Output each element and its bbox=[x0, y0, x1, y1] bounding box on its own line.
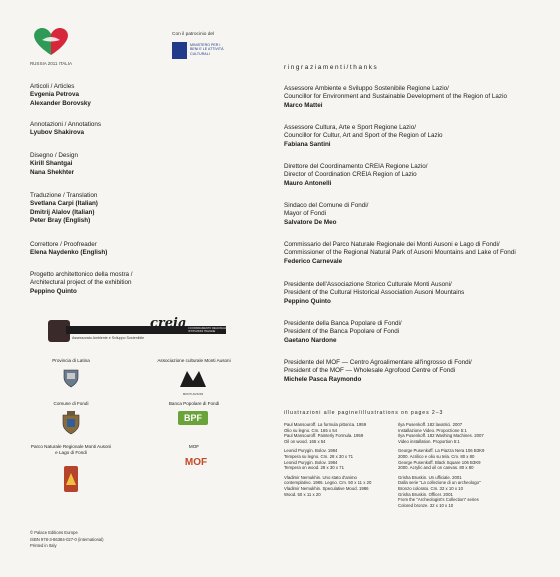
latina-caption: Provincia di Latina bbox=[52, 358, 90, 363]
thanks-name: Fabiana Santini bbox=[284, 140, 331, 148]
credit-name: Evgenia Petrova bbox=[30, 91, 79, 99]
caption-line: Oil on wood. 165 x 54 bbox=[284, 438, 326, 444]
thanks-name: Marco Mattei bbox=[284, 101, 323, 109]
thanks-entry bbox=[284, 281, 464, 306]
sponsor-banner bbox=[48, 316, 244, 344]
caption-line: contemplativo. 1986. Legno. Cm. 50 x 11 x 20 bbox=[284, 480, 372, 486]
credit-role: Traduzione / Translation bbox=[30, 192, 98, 199]
ausoni-small-text: MONTI AUSONI bbox=[182, 392, 204, 396]
thanks-entry bbox=[284, 241, 516, 266]
ministry-logo bbox=[172, 42, 232, 62]
caption-line: Paul Mansouroff. Painterly Formula. 1959 bbox=[284, 433, 364, 439]
credit-architecture bbox=[30, 271, 133, 296]
illustrations-left-column bbox=[284, 422, 371, 497]
credit-proofreader bbox=[30, 241, 107, 258]
printed-in: Printed in Italy bbox=[30, 542, 57, 548]
caption-line: 2000. Acrilico e olio su tela. Cm. 80 x 80 bbox=[398, 453, 475, 459]
caption-line: Tempera su legno. Cm. 28 x 30 x 71 bbox=[284, 453, 354, 459]
thanks-line: Direttore del Coordinamento CREIA Regione Lazio/ bbox=[284, 163, 428, 170]
thanks-line: President of the Banca Popolare of Fondi bbox=[284, 328, 400, 336]
thanks-line: Assessore Ambiente e Sviluppo Sostenibile Regione Lazio/ bbox=[284, 85, 449, 92]
illustrations-right-column bbox=[398, 422, 484, 508]
credit-translation bbox=[30, 192, 98, 225]
caption-line: Leonid Purygin. Bolov. 1984 bbox=[284, 448, 338, 454]
thanks-name: Gaetano Nardone bbox=[284, 336, 337, 344]
thanks-heading: ringraziamenti/thanks bbox=[284, 64, 379, 71]
thanks-entry bbox=[284, 124, 443, 149]
park-caption-line: e Lago di Fondi bbox=[55, 450, 87, 455]
thanks-line: Commissario del Parco Naturale Regionale dei Monti Ausoni e Lago di Fondi/ bbox=[284, 241, 500, 248]
creia-logo-text: creia bbox=[150, 316, 187, 331]
thanks-line: Sindaco del Comune di Fondi/ bbox=[284, 202, 369, 209]
thanks-name: Federico Carnevale bbox=[284, 257, 343, 265]
caption-line: Colored bronze. 32 x 10 x 10 bbox=[398, 502, 454, 508]
credit-annotations bbox=[30, 121, 101, 138]
ausoni-logo bbox=[178, 368, 208, 394]
copyright: © Palace Editions Europe bbox=[30, 530, 78, 535]
caption-line: Dalla serie "La collezione di un archeologo" bbox=[398, 480, 481, 486]
park-caption bbox=[30, 444, 112, 456]
thanks-entry bbox=[284, 85, 507, 110]
park-emblem-icon bbox=[63, 465, 79, 493]
credit-name: Kirill Shantgai bbox=[30, 160, 73, 168]
banner-left-text: Assessorato Ambiente e Sviluppo Sostenibile bbox=[72, 336, 145, 340]
thanks-line: Assessore Cultura, Arte e Sport Regione Lazio/ bbox=[284, 124, 416, 131]
credit-name: Nana Shekhter bbox=[30, 168, 75, 176]
credit-name: Elena Naydenko (English) bbox=[30, 249, 108, 257]
thanks-line: Commissioner of the Regional Natural Park of Ausoni Mountains and Lake of Fondi bbox=[284, 249, 516, 257]
mof-caption: MOF bbox=[188, 444, 200, 449]
caption-line: Grisha Bruskin. Officer. 2001 bbox=[398, 491, 453, 497]
caption-line: Wood. 50 x 11 x 20 bbox=[284, 491, 321, 497]
thanks-name: Peppino Quinto bbox=[284, 297, 331, 305]
russia-italy-text: RUSSIA 2011 ITALIA bbox=[29, 61, 73, 66]
credit-role: Correttore / Proofreader bbox=[30, 241, 97, 248]
illustrations-heading: illustrazioni alle pagine/illustrations on pages 2–3 bbox=[284, 410, 444, 416]
caption-line: Olio su legno. Cm. 165 x 54 bbox=[284, 427, 338, 433]
ministry-emblem-icon bbox=[172, 42, 187, 59]
thanks-line: Mayor of Fondi bbox=[284, 210, 326, 218]
thanks-line: Councillor for Cultur, Art and Sport of the Region of Lazio bbox=[284, 132, 443, 140]
thanks-entry bbox=[284, 163, 428, 188]
caption-line: From the "Archeologist's Collection" series bbox=[398, 497, 479, 503]
thanks-line: Presidente del MOF — Centro Agroalimentare all'ingrosso di Fondi/ bbox=[284, 359, 472, 366]
credit-name: Alexander Borovsky bbox=[30, 99, 91, 107]
latina-crest-icon bbox=[62, 368, 80, 388]
fondi-crest-icon bbox=[61, 411, 81, 435]
caption-line: Ilya Pusenkoff. 182 lavatrici. 2007 bbox=[398, 422, 463, 427]
heart-icon bbox=[28, 26, 74, 56]
caption-line: Grisha Bruskin. Un ufficiale. 2001 bbox=[398, 474, 462, 480]
credit-name: Peter Bray (English) bbox=[30, 216, 91, 224]
thanks-entry bbox=[284, 202, 368, 227]
isbn: ISBN 978-3-86384-027-0 (international) bbox=[30, 537, 104, 543]
credit-name: Peppino Quinto bbox=[30, 287, 77, 295]
credit-role-line: Architectural project of the exhibition bbox=[30, 279, 132, 287]
thanks-name: Salvatore De Meo bbox=[284, 218, 337, 226]
caption-line: Ilya Pusenkoff. 182 Washing Machines. 2007 bbox=[398, 433, 484, 439]
credit-name: Dmitrij Alalov (Italian) bbox=[30, 208, 95, 216]
mof-logo: MOF bbox=[184, 457, 208, 468]
credit-design bbox=[30, 152, 78, 177]
ministry-text: MINISTERO PER I BENI E LE ATTIVITÀ CULTURALI bbox=[190, 43, 224, 56]
caption-line: Bronzo colorato. Cm. 32 x 10 x 10 bbox=[398, 485, 463, 491]
caption-line: George Pusenkoff. Black Square 106 B3K9 bbox=[398, 459, 481, 465]
ausoni-mountain-icon bbox=[178, 368, 208, 388]
patronage-label: Con il patrocinio del bbox=[172, 32, 215, 37]
caption-line: Installazione Video. Proporzione 5:1 bbox=[398, 427, 467, 433]
bpf-logo: BPF bbox=[178, 411, 208, 425]
russia-italy-logo bbox=[28, 26, 74, 66]
caption-line: Tempera on wood. 28 x 30 x 71 bbox=[284, 465, 344, 471]
creia-sub-text: COORDINAMENTO REGIONALE DELLE ISTITUZIONI ITALIANE bbox=[188, 327, 237, 334]
thanks-line: Presidente dell'Associazione Storico Culturale Monti Ausoni/ bbox=[284, 281, 452, 288]
caption-line: Video installation. Proportion 5:1 bbox=[398, 438, 460, 444]
park-caption-line: Parco Naturale Regionale Monti Ausoni bbox=[30, 444, 112, 449]
caption-line: 2000. Acrylic and oil on canvas. 80 x 80 bbox=[398, 465, 474, 471]
thanks-name: Michele Pasca Raymondo bbox=[284, 375, 362, 383]
credit-name: Lyubov Shakirova bbox=[30, 129, 85, 137]
credit-role: Articoli / Articles bbox=[30, 83, 75, 90]
caption-line: George Pusenkoff. La Piazza Nera 106 B3K9 bbox=[398, 448, 485, 454]
thanks-line: Councillor for Environment and Sustainable Development of the Region of Lazio bbox=[284, 93, 507, 101]
thanks-entry bbox=[284, 359, 472, 384]
caption-line: Vladimir Nemukhin. Speculative Mood. 1986 bbox=[284, 485, 369, 491]
credit-role-line: Progetto architettonico della mostra / bbox=[30, 271, 133, 278]
imprint bbox=[30, 530, 104, 548]
caption-line: Vladimir Nemukhin. Uno stato d'animo bbox=[284, 474, 357, 480]
credit-role: Annotazioni / Annotations bbox=[30, 121, 102, 128]
fondi-caption: Comune di Fondi bbox=[53, 401, 89, 406]
caption-line: Leonid Purygin. Bolov. 1984 bbox=[284, 459, 338, 465]
credit-articles bbox=[30, 83, 91, 108]
thanks-line: Director of Coordination CREIA Region of Lazio bbox=[284, 171, 417, 179]
credit-name: Svetlana Carpi (Italian) bbox=[30, 200, 98, 208]
thanks-line: President of the Cultural Historical Association Ausoni Mountains bbox=[284, 289, 465, 297]
ausoni-caption: Associazione culturale Monti Ausoni bbox=[157, 358, 231, 363]
bpf-caption: Banca Popolare di Fondi bbox=[168, 401, 220, 406]
caption-line: Paul Mansouroff. La formula pittorica. 1959 bbox=[284, 422, 367, 427]
credit-role: Disegno / Design bbox=[30, 152, 78, 159]
thanks-line: Presidente della Banca Popolare di Fondi/ bbox=[284, 320, 402, 327]
thanks-line: President of the MOF — Wholesale Agrofood Centre of Fondi bbox=[284, 367, 456, 375]
thanks-entry bbox=[284, 320, 402, 345]
thanks-name: Mauro Antonelli bbox=[284, 179, 332, 187]
